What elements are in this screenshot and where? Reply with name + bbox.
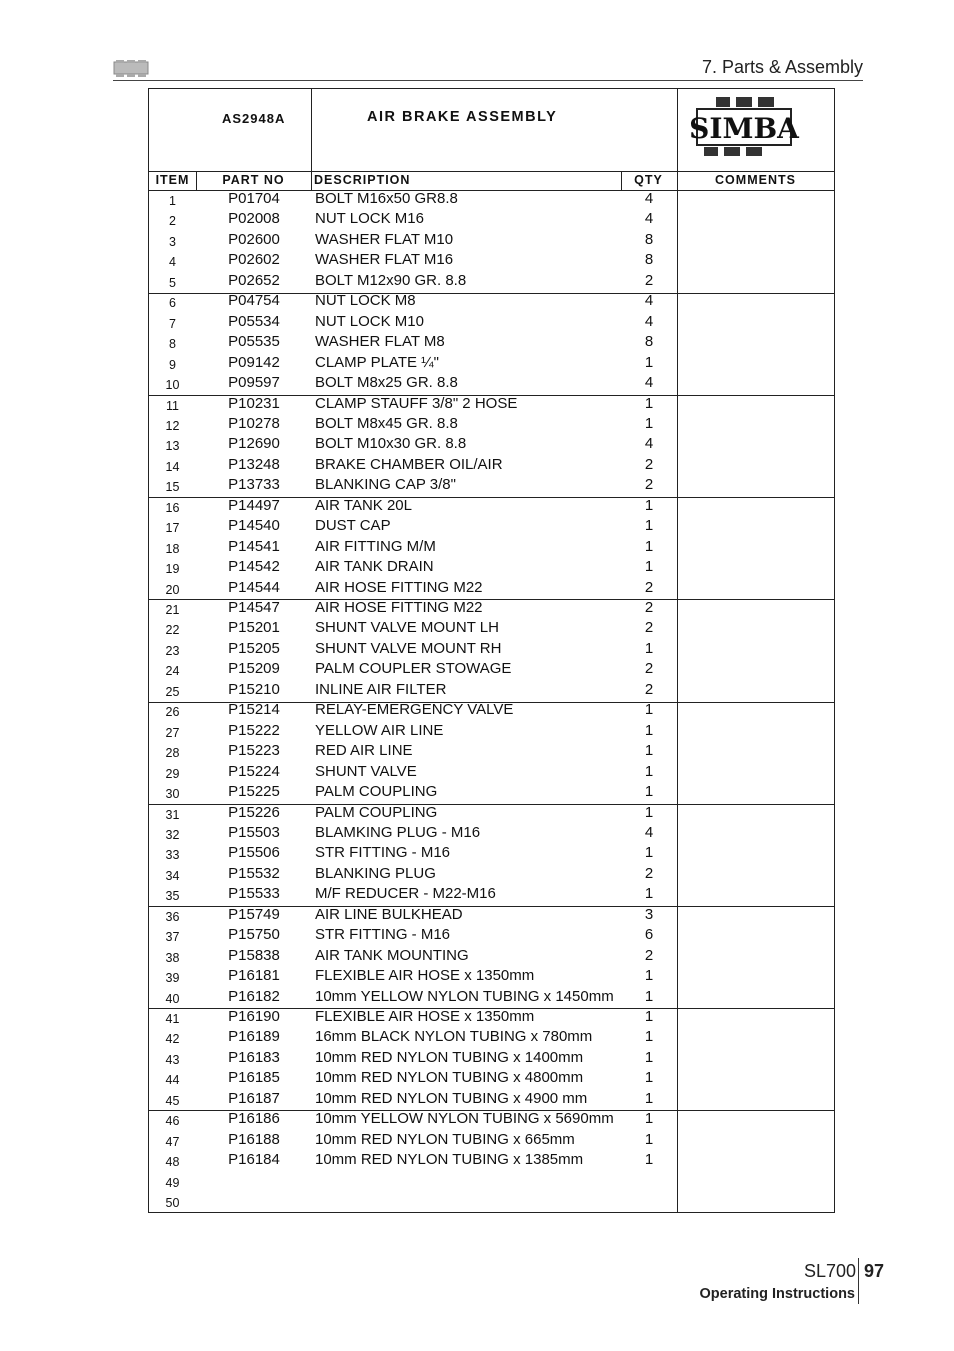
table-row [149, 476, 834, 496]
section-title: 7. Parts & Assembly [701, 57, 863, 77]
table-row [149, 1192, 834, 1212]
row-description: INLINE AIR FILTER [315, 680, 447, 698]
row-part-no: P16188 [228, 1130, 280, 1148]
row-part-no: P02600 [228, 230, 280, 248]
row-part-no: P09142 [228, 353, 280, 371]
row-description: NUT LOCK M16 [315, 210, 424, 228]
row-description: WASHER FLAT M16 [315, 251, 454, 269]
header-rule [113, 80, 863, 81]
row-qty: 1 [644, 537, 654, 555]
row-part-no: P15838 [228, 946, 280, 964]
row-description: WASHER FLAT M10 [315, 230, 454, 248]
row-description: 10mm RED NYLON TUBING x 1400mm [315, 1048, 584, 1066]
row-qty: 4 [644, 292, 654, 310]
table-row [149, 415, 834, 435]
row-description: CLAMP STAUFF 3/8" 2 HOSE [315, 394, 518, 412]
row-description: NUT LOCK M10 [315, 312, 424, 330]
row-item: 46 [165, 1114, 180, 1129]
row-description: CLAMP PLATE ¼" [315, 353, 439, 371]
row-item: 35 [165, 889, 180, 904]
table-row [149, 190, 834, 210]
row-description: FLEXIBLE AIR HOSE x 1350mm [315, 967, 535, 985]
row-description: 10mm YELLOW NYLON TUBING x 1450mm [315, 987, 614, 1005]
row-description: AIR LINE BULKHEAD [315, 905, 463, 923]
row-item: 38 [165, 950, 180, 965]
table-row [149, 374, 834, 394]
row-description: AIR TANK DRAIN [315, 558, 434, 576]
row-part-no: P16182 [228, 987, 280, 1005]
row-part-no: P15749 [228, 905, 280, 923]
col-header-part-no: PART NO [222, 173, 285, 187]
col-header-item: ITEM [155, 173, 190, 187]
row-description: PALM COUPLING [315, 803, 438, 821]
row-qty: 4 [644, 823, 654, 841]
col-header-qty: QTY [634, 173, 663, 187]
row-part-no: P13248 [228, 455, 280, 473]
row-item: 33 [165, 848, 180, 863]
row-item: 25 [165, 684, 180, 699]
table-row [149, 1028, 834, 1048]
row-description: M/F REDUCER - M22-M16 [315, 885, 496, 903]
row-item: 5 [169, 275, 176, 290]
table-row [149, 1090, 834, 1110]
row-description: AIR HOSE FITTING M22 [315, 599, 483, 616]
row-qty: 2 [644, 599, 654, 616]
row-description: 10mm RED NYLON TUBING x 665mm [315, 1130, 575, 1148]
row-description: SHUNT VALVE MOUNT LH [315, 619, 499, 637]
row-item: 32 [165, 827, 180, 842]
row-description: WASHER FLAT M8 [315, 333, 445, 351]
row-item: 7 [169, 316, 176, 331]
row-part-no: P15205 [228, 639, 280, 657]
row-qty: 1 [644, 844, 654, 862]
row-item: 3 [169, 234, 176, 249]
row-qty: 1 [644, 496, 654, 514]
row-item: 9 [169, 357, 176, 372]
row-description: PALM COUPLER STOWAGE [315, 660, 512, 678]
row-description: SHUNT VALVE [315, 762, 417, 780]
model-name: SL700 [803, 1261, 856, 1281]
row-item: 37 [165, 930, 180, 945]
row-qty: 2 [644, 680, 654, 698]
row-description: BLANKING PLUG [315, 864, 436, 882]
row-item: 29 [165, 766, 180, 781]
row-item: 19 [165, 562, 180, 577]
table-row [149, 844, 834, 864]
table-row [149, 1049, 834, 1069]
table-row [149, 497, 834, 517]
table-row [149, 640, 834, 660]
row-item: 28 [165, 746, 180, 761]
simba-logo-icon [689, 96, 799, 158]
row-description: BOLT M10x30 GR. 8.8 [315, 435, 467, 453]
row-description: BOLT M8x25 GR. 8.8 [315, 374, 458, 392]
table-row [149, 1069, 834, 1089]
row-qty: 2 [644, 476, 654, 494]
row-item: 13 [165, 439, 180, 454]
col-header-description: DESCRIPTION [314, 173, 411, 187]
row-part-no: P15506 [228, 844, 280, 862]
table-row [149, 906, 834, 926]
table-row [149, 456, 834, 476]
row-part-no: P12690 [228, 435, 280, 453]
row-qty: 1 [644, 517, 654, 535]
row-item: 31 [165, 807, 180, 822]
row-description: FLEXIBLE AIR HOSE x 1350mm [315, 1008, 535, 1025]
row-part-no: P15223 [228, 742, 280, 760]
row-part-no: P01704 [228, 190, 280, 207]
table-row [149, 660, 834, 680]
table-row [149, 313, 834, 333]
row-part-no: P15225 [228, 783, 280, 801]
row-description: 10mm RED NYLON TUBING x 4900 mm [315, 1089, 588, 1107]
row-description: RED AIR LINE [315, 742, 413, 760]
row-description: RELAY-EMERGENCY VALVE [315, 701, 514, 719]
table-row [149, 926, 834, 946]
row-qty: 1 [644, 1008, 654, 1025]
row-qty: 1 [644, 1151, 654, 1169]
row-part-no: P14540 [228, 517, 280, 535]
row-description: BRAKE CHAMBER OIL/AIR [315, 455, 503, 473]
row-description: DUST CAP [315, 517, 391, 535]
row-qty: 8 [644, 251, 654, 269]
row-qty: 1 [644, 1130, 654, 1148]
row-description: BOLT M8x45 GR. 8.8 [315, 414, 458, 432]
row-item: 41 [165, 1012, 180, 1026]
table-row [149, 231, 834, 251]
row-part-no: P15224 [228, 762, 280, 780]
row-description: AIR TANK 20L [315, 496, 412, 514]
row-qty: 2 [644, 271, 654, 289]
row-part-no: P16185 [228, 1069, 280, 1087]
row-description: AIR HOSE FITTING M22 [315, 578, 483, 596]
row-qty: 1 [644, 721, 654, 739]
row-description: PALM COUPLING [315, 783, 438, 801]
row-item: 20 [165, 582, 180, 597]
row-item: 47 [165, 1134, 180, 1149]
row-part-no: P16190 [228, 1008, 280, 1025]
row-item: 49 [165, 1175, 180, 1190]
row-qty: 8 [644, 333, 654, 351]
table-row [149, 558, 834, 578]
row-item: 44 [165, 1073, 180, 1088]
table-row [149, 435, 834, 455]
row-qty: 1 [644, 639, 654, 657]
row-part-no: P15222 [228, 721, 280, 739]
row-description: 16mm BLACK NYLON TUBING x 780mm [315, 1028, 593, 1046]
table-row [149, 1172, 834, 1192]
row-qty: 1 [644, 414, 654, 432]
table-row [149, 804, 834, 824]
row-description: BOLT M16x50 GR8.8 [315, 190, 458, 207]
row-part-no: P02008 [228, 210, 280, 228]
row-qty: 1 [644, 394, 654, 412]
row-qty: 2 [644, 578, 654, 596]
row-qty: 1 [644, 987, 654, 1005]
row-item: 14 [165, 459, 180, 474]
row-qty: 4 [644, 210, 654, 228]
col-header-comments: COMMENTS [715, 173, 796, 187]
row-qty: 8 [644, 230, 654, 248]
row-description: STR FITTING - M16 [315, 926, 450, 944]
row-description: BOLT M12x90 GR. 8.8 [315, 271, 467, 289]
table-row [149, 763, 834, 783]
table-row [149, 967, 834, 987]
row-qty: 1 [644, 742, 654, 760]
table-row [149, 783, 834, 803]
row-part-no: P15533 [228, 885, 280, 903]
row-part-no: P14547 [228, 599, 280, 616]
row-part-no: P15209 [228, 660, 280, 678]
table-row [149, 1131, 834, 1151]
row-description: BLANKING CAP 3/8" [315, 476, 456, 494]
row-item: 15 [165, 480, 180, 495]
row-item: 30 [165, 787, 180, 802]
row-item: 8 [169, 337, 176, 352]
row-qty: 1 [644, 1048, 654, 1066]
row-part-no: P15750 [228, 926, 280, 944]
table-row [149, 701, 834, 721]
row-item: 39 [165, 971, 180, 986]
row-description: 10mm YELLOW NYLON TUBING x 5690mm [315, 1110, 614, 1128]
row-part-no: P15503 [228, 823, 280, 841]
row-description: YELLOW AIR LINE [315, 721, 444, 739]
table-row [149, 579, 834, 599]
row-description: NUT LOCK M8 [315, 292, 416, 310]
row-item: 24 [165, 664, 180, 679]
row-description: 10mm RED NYLON TUBING x 1385mm [315, 1151, 584, 1169]
table-row [149, 251, 834, 271]
row-qty: 2 [644, 864, 654, 882]
row-qty: 1 [644, 1028, 654, 1046]
row-item: 22 [165, 623, 180, 638]
table-row [149, 292, 834, 312]
row-part-no: P15214 [228, 701, 280, 719]
row-qty: 4 [644, 312, 654, 330]
row-part-no: P10231 [228, 394, 280, 412]
table-row [149, 742, 834, 762]
row-part-no: P13733 [228, 476, 280, 494]
row-qty: 1 [644, 701, 654, 719]
row-part-no: P14542 [228, 558, 280, 576]
row-description: 10mm RED NYLON TUBING x 4800mm [315, 1069, 584, 1087]
row-item: 4 [169, 255, 176, 270]
row-item: 6 [169, 296, 176, 311]
table-row [149, 1008, 834, 1028]
row-qty: 2 [644, 946, 654, 964]
row-part-no: P16189 [228, 1028, 280, 1046]
row-qty: 2 [644, 619, 654, 637]
row-qty: 1 [644, 885, 654, 903]
row-qty: 6 [644, 926, 654, 944]
footer-divider [858, 1258, 859, 1304]
row-item: 21 [165, 603, 180, 617]
table-row [149, 538, 834, 558]
row-item: 10 [165, 378, 180, 393]
table-row [149, 681, 834, 701]
row-item: 26 [165, 705, 180, 720]
row-part-no: P14497 [228, 496, 280, 514]
table-row [149, 599, 834, 619]
row-part-no: P02652 [228, 271, 280, 289]
row-part-no: P15210 [228, 680, 280, 698]
row-part-no: P16181 [228, 967, 280, 985]
row-item: 50 [165, 1196, 180, 1211]
row-part-no: P16187 [228, 1089, 280, 1107]
row-qty: 4 [644, 374, 654, 392]
row-item: 42 [165, 1032, 180, 1047]
simba-small-logo-icon [113, 59, 149, 79]
table-row [149, 824, 834, 844]
table-row [149, 354, 834, 374]
row-part-no: P02602 [228, 251, 280, 269]
row-description: STR FITTING - M16 [315, 844, 450, 862]
row-part-no: P16186 [228, 1110, 280, 1128]
row-item: 18 [165, 541, 180, 556]
row-part-no: P05534 [228, 312, 280, 330]
row-description: BLAMKING PLUG - M16 [315, 823, 481, 841]
row-part-no: P05535 [228, 333, 280, 351]
table-row [149, 272, 834, 292]
row-part-no: P14541 [228, 537, 280, 555]
svg-text:SIMBA: SIMBA [689, 112, 799, 145]
row-item: 12 [165, 418, 180, 433]
row-qty: 1 [644, 967, 654, 985]
row-part-no: P16183 [228, 1048, 280, 1066]
row-part-no: P16184 [228, 1151, 280, 1169]
table-row [149, 1151, 834, 1171]
row-description: AIR TANK MOUNTING [315, 946, 469, 964]
row-item: 2 [169, 214, 176, 229]
row-part-no: P14544 [228, 578, 280, 596]
footer-subtitle: Operating Instructions [699, 1286, 855, 1302]
row-qty: 4 [644, 190, 654, 207]
row-item: 23 [165, 643, 180, 658]
table-row [149, 865, 834, 885]
row-item: 11 [166, 398, 179, 413]
row-qty: 1 [644, 558, 654, 576]
row-qty: 1 [644, 762, 654, 780]
row-item: 43 [165, 1052, 180, 1067]
table-row [149, 947, 834, 967]
table-row [149, 333, 834, 353]
row-qty: 1 [644, 1089, 654, 1107]
table-row [149, 619, 834, 639]
row-item: 34 [165, 868, 180, 883]
table-row [149, 988, 834, 1008]
table-row [149, 722, 834, 742]
row-part-no: P15226 [228, 803, 280, 821]
row-qty: 1 [644, 783, 654, 801]
row-item: 1 [169, 194, 176, 208]
row-description: SHUNT VALVE MOUNT RH [315, 639, 502, 657]
table-row [149, 395, 834, 415]
row-part-no: P15532 [228, 864, 280, 882]
table-row [149, 885, 834, 905]
row-qty: 1 [644, 1069, 654, 1087]
row-item: 16 [165, 500, 180, 515]
assembly-part-no: AS2948A [222, 111, 286, 126]
row-description: AIR FITTING M/M [315, 537, 436, 555]
row-item: 40 [165, 991, 180, 1006]
row-part-no: P15201 [228, 619, 280, 637]
row-qty: 2 [644, 660, 654, 678]
row-part-no: P09597 [228, 374, 280, 392]
row-part-no: P04754 [228, 292, 280, 310]
table-row [149, 517, 834, 537]
table-row [149, 210, 834, 230]
row-qty: 1 [644, 353, 654, 371]
assembly-title: AIR BRAKE ASSEMBLY [367, 109, 558, 125]
row-item: 45 [165, 1093, 180, 1108]
row-part-no: P10278 [228, 414, 280, 432]
row-qty: 3 [644, 905, 654, 923]
row-qty: 4 [644, 435, 654, 453]
row-item: 17 [165, 521, 180, 536]
page-number: 97 [864, 1261, 885, 1281]
row-qty: 1 [644, 1110, 654, 1128]
row-item: 36 [165, 909, 180, 924]
row-item: 48 [165, 1155, 180, 1170]
row-item: 27 [165, 725, 180, 740]
row-qty: 1 [644, 803, 654, 821]
table-row [149, 1110, 834, 1130]
row-qty: 2 [644, 455, 654, 473]
